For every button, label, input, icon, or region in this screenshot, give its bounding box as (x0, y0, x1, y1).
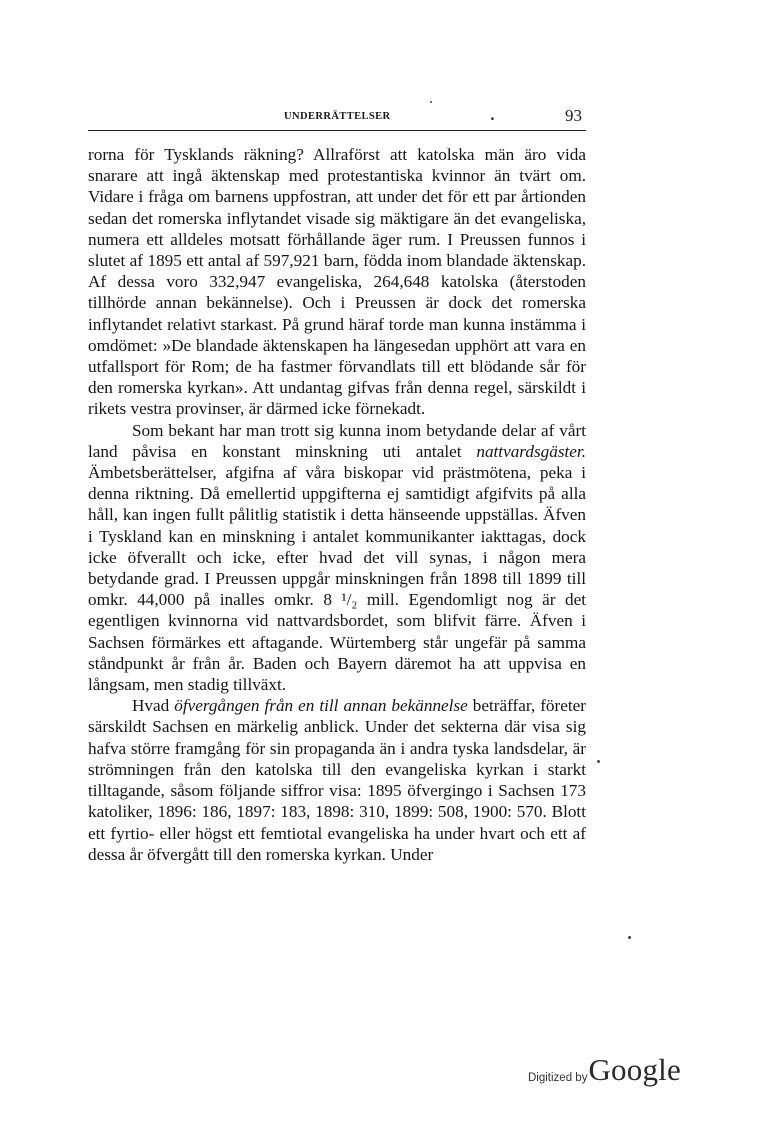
header-dot: . (490, 108, 495, 124)
paragraph-text: rorna för Tysklands räkning? Allraförst att katolska män äro vida snarare att ingå äktenskap med protestantiska kvinnor än tvärt om. Vidare i fråga om barnens uppfostran, att under det för ett par årtionden sedan det romerska inflytandet visade sig mäktigare än det evangeliska, numera ett alldeles motsatt förhållande äger rum. I Preussen funnos i slutet af 1895 ett antal af 597,921 barn, födda inom blandade äktenskap. Af dessa voro 332,947 evangeliska, 264,648 katolska (återstoden tillhörde annan bekännelse). Och i Preussen är dock det romerska inflytandet relativt starkast. På grund häraf torde man kunna instämma i omdömet: »De blandade äktenskapen ha längesedan upphört att vara en utfallsport för Rom; de ha fastmer förvandlats till ett blödande sår för den romerska kyrkan». Att undantag gifvas från denna regel, särskildt i rikets vestra provinser, är därmed icke förnekadt. (88, 145, 586, 419)
paragraph-text: beträffar, företer särskildt Sachsen en märkelig anblick. Under det sekterna där visa sig hafva större framgång för sin propaganda än i andra tyska landsdelar, är strömningen från den katolska till den evangeliska kyrkan i starkt tilltagande, såsom följande siffror visa: 1895 öfvergingo i Sachsen 173 katoliker, 1896: 186, 1897: 183, 1898: 310, 1899: 508, 1900: 570. Blott ett fyrtio- eller högst ett femtiotal evangeliska ha under hvart och ett af dessa år öfvergått till den romerska kyrkan. Under (88, 696, 587, 864)
google-logo: Google (588, 1052, 681, 1087)
running-title: UNDERRÄTTELSER (284, 111, 391, 122)
page-number: 93 (565, 106, 582, 125)
body-text (88, 144, 586, 865)
paragraph-2 (88, 420, 586, 696)
digitized-by-watermark (528, 1050, 681, 1090)
italic-term: nattvardsgäster. (476, 441, 586, 461)
page-header (88, 108, 584, 130)
scan-speck (430, 101, 432, 103)
paragraph-text: Som bekant har man trott sig kunna inom betydande delar af vårt land påvisa en konstant minskning uti antalet (88, 420, 586, 461)
paragraph-3 (88, 695, 586, 865)
margin-speck (597, 760, 600, 763)
paragraph-1 (88, 144, 586, 420)
italic-term: öfvergången från en till annan bekännelse (174, 696, 468, 716)
watermark-prefix: Digitized by (528, 1072, 588, 1084)
paragraph-text: Hvad (132, 696, 175, 716)
margin-speck (628, 936, 631, 939)
header-rule (88, 130, 586, 131)
paragraph-text: Ämbetsberättelser, afgifna af våra biskopar vid prästmötena, peka i denna riktning. Då emellertid uppgifterna ej samtidigt afgifvits på alla håll, kan ingen fullt pålitlig statistik i detta hänseende uppställas. Äfven i Tyskland kan en minskning i antalet kommunikanter iakttagas, dock icke öfverallt och icke, efter hvad det vill synas, i någon mera betydande grad. I Preussen uppgår minskningen från 1898 till 1899 till omkr. 44,000 på inalles omkr. 8 ¹/₂ mill. Egendomligt nog är det egentligen kvinnorna vid nattvardsbordet, som blifvit färre. Äfven i Sachsen förmärkes ett aftagande. Würtemberg står ungefär på samma ståndpunkt år från år. Baden och Bayern däremot ha att uppvisa en långsam, men stadig tillväxt. (88, 463, 586, 695)
